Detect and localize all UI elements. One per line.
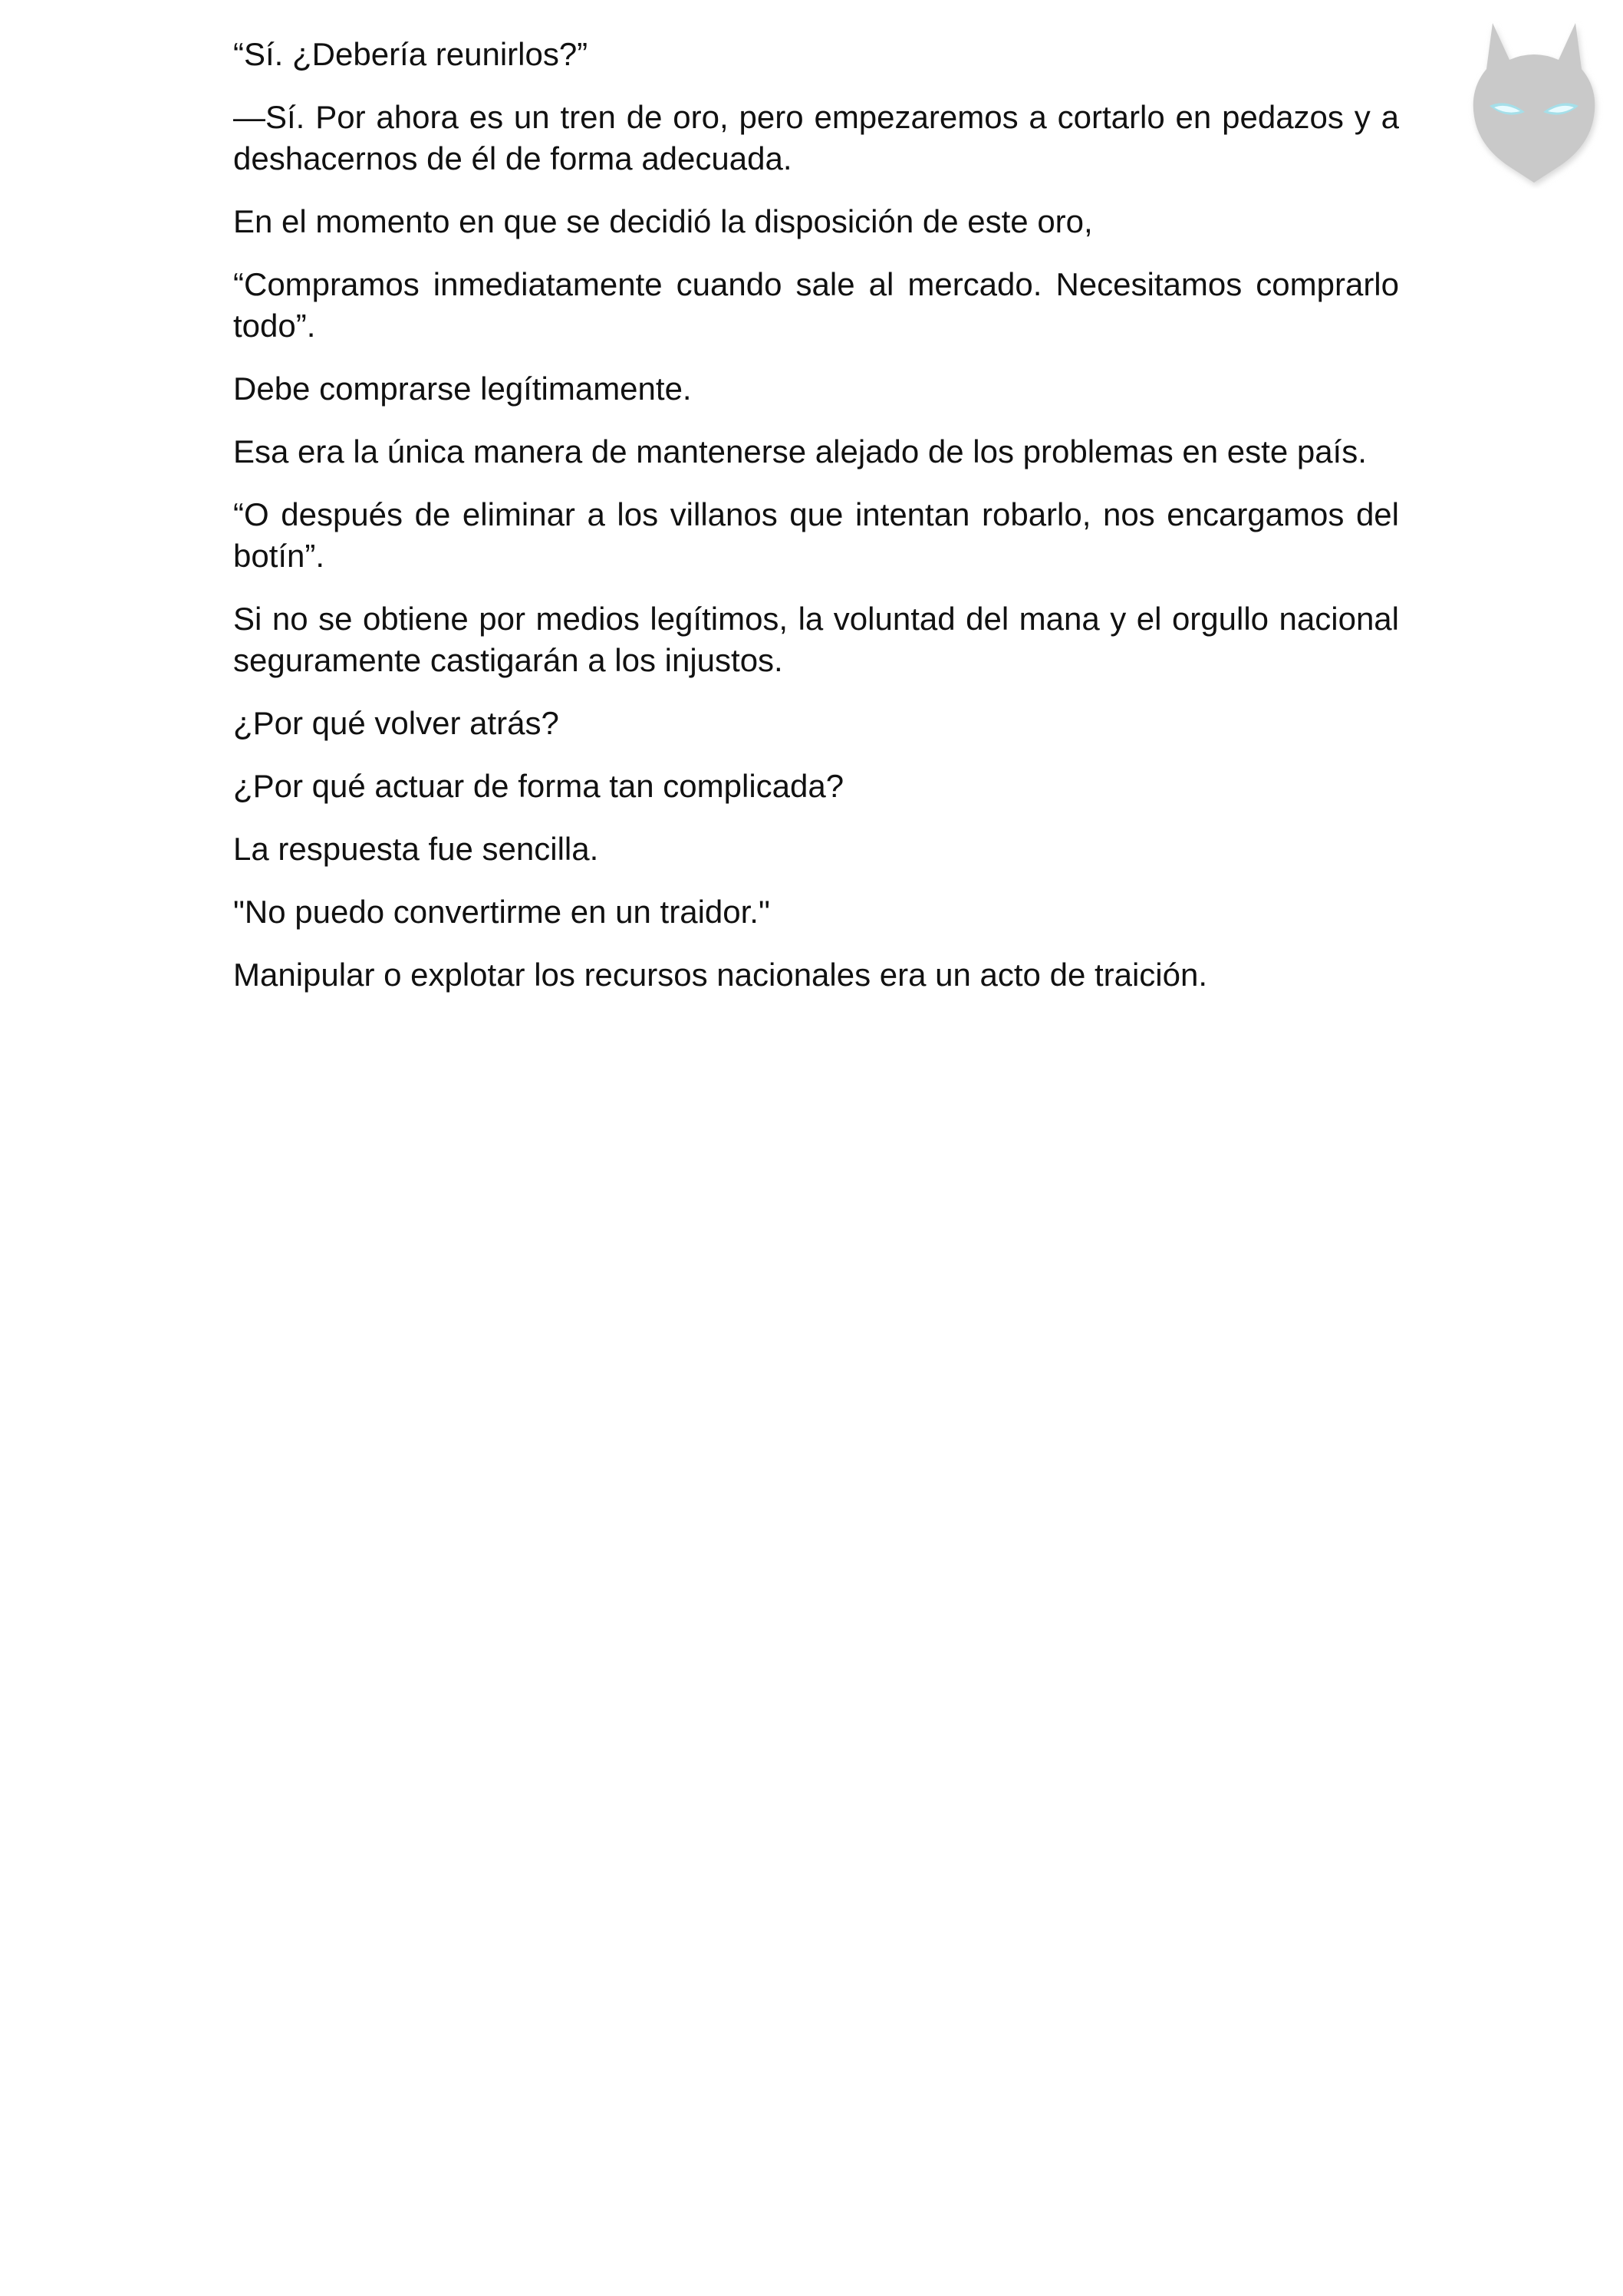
paragraph: En el momento en que se decidió la disposición de este oro, [233, 203, 1093, 239]
paragraph: Esa era la única manera de mantenerse alejado de los problemas en este país. [233, 433, 1367, 469]
paragraph: “O después de eliminar a los villanos que intentan robarlo, nos encargamos del botín”. [233, 496, 1399, 574]
text-column [233, 34, 1399, 1017]
paragraph: "No puedo convertirme en un traidor." [233, 894, 770, 930]
paragraph: “Sí. ¿Debería reunirlos?” [233, 36, 588, 72]
paragraph: La respuesta fue sencilla. [233, 831, 599, 867]
paragraph: —Sí. Por ahora es un tren de oro, pero empezaremos a cortarlo en pedazos y a deshacernos de él de forma adecuada. [233, 99, 1399, 176]
paragraph: Debe comprarse legítimamente. [233, 371, 692, 407]
paragraph: Si no se obtiene por medios legítimos, la voluntad del mana y el orgullo nacional seguramente castigarán a los injustos. [233, 601, 1399, 678]
paragraph: Manipular o explotar los recursos nacionales era un acto de traición. [233, 957, 1208, 993]
paragraph: ¿Por qué volver atrás? [233, 705, 559, 741]
demon-head-logo-icon [1459, 15, 1609, 189]
paragraph: ¿Por qué actuar de forma tan complicada? [233, 768, 844, 804]
paragraph: “Compramos inmediatamente cuando sale al mercado. Necesitamos comprarlo todo”. [233, 266, 1399, 344]
